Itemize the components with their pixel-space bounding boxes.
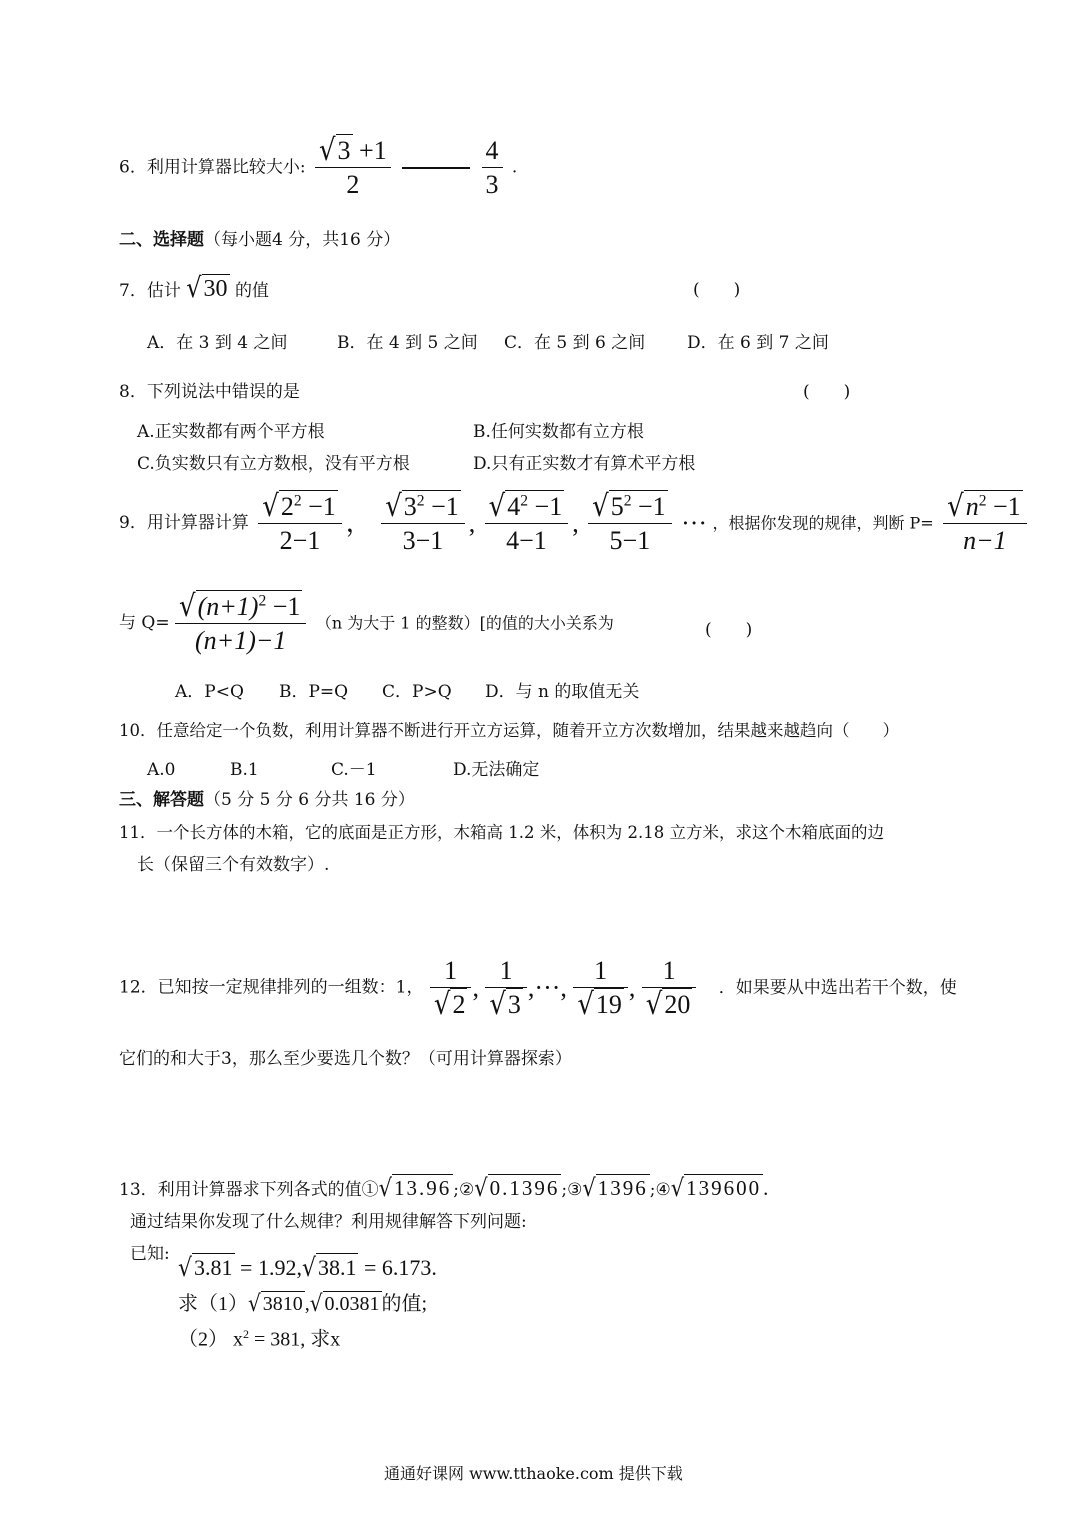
q12-fraction-1: $\frac{1}{√2}$ xyxy=(430,958,472,1018)
q10-option-d[interactable]: D.无法确定 xyxy=(453,760,540,780)
q9-fraction-1: $\frac{√2^2 -1}{2-1}$ xyxy=(258,493,342,554)
q12-f4: 20 xyxy=(664,990,691,1019)
q9-q-num: (n+1) xyxy=(197,591,259,621)
q13-k1: 3.81 xyxy=(194,1255,233,1280)
question-13: 13．利用计算器求下列各式的值①√13.96 ;②√0.1396 ;③√1396 ;④√139600. xyxy=(119,1174,769,1202)
q9-q-den: (n+1)−1 xyxy=(195,625,287,655)
q8-answer-paren[interactable]: ( ) xyxy=(803,382,851,402)
q7-rad-value: 30 xyxy=(203,276,228,302)
q7-option-d[interactable]: D．在 6 到 7 之间 xyxy=(687,333,829,353)
q9-f2-base: 3 xyxy=(403,491,417,521)
q12-fraction-2: $\frac{1}{√3}$ xyxy=(485,958,527,1018)
question-6 xyxy=(119,133,518,199)
q8-option-b[interactable]: B.任何实数都有立方根 xyxy=(473,422,644,442)
q8-stem: 8．下列说法中错误的是 xyxy=(119,382,300,402)
section-3-heading xyxy=(119,792,415,809)
q13-m3: ;③ xyxy=(561,1180,583,1200)
q6-prefix: 6．利用计算器比较大小: xyxy=(119,157,306,178)
q10-option-b[interactable]: B.1 xyxy=(230,760,259,780)
q13-ask1-end: 的值; xyxy=(381,1293,428,1315)
section-2-note: （每小题4 分，共16 分） xyxy=(204,230,401,250)
q13-ask2-rest: = 381, 求x xyxy=(249,1328,341,1351)
q12-fraction-4: $\frac{1}{√20}$ xyxy=(642,958,697,1018)
q7-radical: √30 xyxy=(186,271,228,305)
q13-k2v: = 6.173. xyxy=(358,1255,437,1280)
q13-prefix: 13．利用计算器求下列各式的值① xyxy=(119,1180,379,1200)
q13-a1: 3810 xyxy=(262,1293,303,1315)
q9-fraction-2: $\frac{√3^2 -1}{3-1}$ xyxy=(381,493,465,554)
page-footer: 通通好课网 www.tthaoke.com 提供下载 xyxy=(384,1464,683,1483)
q12-line-2: 它们的和大于3，那么至少要选几个数？（可用计算器探索） xyxy=(119,1049,572,1069)
q9-option-b[interactable]: B．P=Q xyxy=(279,682,349,702)
q13-k1v: = 1.92, xyxy=(234,1255,302,1280)
q13-known-values: √3.81 = 1.92,√38.1 = 6.173. xyxy=(178,1254,437,1283)
q9-prefix: 9．用计算器计算 xyxy=(119,512,249,533)
q8-option-c[interactable]: C.负实数只有立方数根，没有平方根 xyxy=(137,454,410,474)
q9-p-den: n−1 xyxy=(963,525,1007,555)
q9-f1-den: 2−1 xyxy=(279,525,321,555)
q13-a2: 0.0381 xyxy=(324,1293,380,1315)
q13-r2: 0.1396 xyxy=(489,1176,560,1200)
q9-answer-paren[interactable]: ( ) xyxy=(705,620,753,640)
question-9-line-2 xyxy=(119,589,614,655)
section-2-title: 二、选择题 xyxy=(119,230,204,250)
section-3-title: 三、解答题 xyxy=(119,790,204,810)
q6-den1: 2 xyxy=(346,170,360,199)
q13-r3: 1396 xyxy=(597,1176,648,1200)
q13-r1: 13.96 xyxy=(394,1176,452,1200)
q7-option-a[interactable]: A．在 3 到 4 之间 xyxy=(147,333,288,353)
q11-line-2: 长（保留三个有效数字）. xyxy=(137,855,330,875)
q13-ask2-label: （2） x xyxy=(178,1328,243,1351)
q6-suffix: . xyxy=(511,157,518,178)
q13-m4: ;④ xyxy=(649,1180,671,1200)
q9-option-c[interactable]: C．P>Q xyxy=(382,682,452,702)
q13-ask-2: （2） $x^2 = 381$, 求x xyxy=(178,1327,341,1351)
q8-option-d[interactable]: D.只有正实数才有算术平方根 xyxy=(473,454,696,474)
q8-option-a[interactable]: A.正实数都有两个平方根 xyxy=(137,422,325,442)
q13-known-label: 已知: xyxy=(130,1244,170,1264)
q6-fraction-1: $\frac{√3 +1}{2}$ xyxy=(315,138,391,198)
q9-fraction-4: $\frac{√5^2 -1}{5-1}$ xyxy=(588,493,672,554)
q9-f4-den: 5−1 xyxy=(609,525,651,555)
q9-q-fraction: $\frac{√(n+1)^2 -1}{(n+1)-1}$ xyxy=(175,593,306,654)
q10-stem: 10．任意给定一个负数，利用计算器不断进行开立方运算，随着开立方次数增加，结果越来越趋向（ ） xyxy=(119,721,899,740)
q9-option-d[interactable]: D．与 n 的取值无关 xyxy=(485,682,640,702)
q13-end: . xyxy=(763,1176,769,1200)
q13-ask-1: 求（1）√ 3810 ,√ 0.0381 的值; xyxy=(178,1289,428,1317)
q9-option-a[interactable]: A．P<Q xyxy=(175,682,244,702)
section-2-heading xyxy=(119,232,400,249)
q9-dots: ··· xyxy=(681,508,708,538)
q12-fraction-3: $\frac{1}{√19}$ xyxy=(573,958,628,1018)
q13-line-2: 通过结果你发现了什么规律？利用规律解答下列问题: xyxy=(130,1212,527,1232)
q9-p-base: n xyxy=(965,491,979,521)
q6-num2: 4 xyxy=(482,138,503,168)
q6-rad: 3 xyxy=(337,136,351,165)
q9-f3-base: 4 xyxy=(507,491,521,521)
answer-blank[interactable] xyxy=(402,167,470,169)
question-12: 12．已知按一定规律排列的一组数：1， $\frac{1}{√2}$ , $\frac{1}{√3}$ ,···, $\frac{1}{√19}$ , $\frac{1}{√20}$ ．如果要从中选出若干个数，使 xyxy=(119,956,957,1023)
q12-f3: 19 xyxy=(595,990,622,1019)
q13-m2: ;② xyxy=(453,1180,475,1200)
q9-line2-prefix: 与 Q= xyxy=(119,612,170,633)
q7-prefix: 7．估计 xyxy=(119,281,181,301)
q10-option-c[interactable]: C.－1 xyxy=(331,760,377,780)
q9-f4-base: 5 xyxy=(610,491,624,521)
q9-fraction-3: $\frac{√4^2 -1}{4-1}$ xyxy=(485,493,569,554)
q9-line2-suffix: （n 为大于 1 的整数）[的值的大小关系为 xyxy=(315,613,614,633)
q12-f2: 3 xyxy=(507,990,521,1019)
q10-option-a[interactable]: A.0 xyxy=(147,760,176,780)
section-3-note: （5 分 5 分 6 分共 16 分） xyxy=(204,790,415,810)
q6-num-rest: +1 xyxy=(352,136,387,165)
q12-f1: 2 xyxy=(452,990,466,1019)
q13-ask1-label: 求（1） xyxy=(178,1293,248,1315)
q9-f1-base: 2 xyxy=(280,491,294,521)
question-9: 9．用计算器计算 $\frac{√2^2 -1}{2-1}$ ， $\frac{√3^2 -1}{3-1}$ , $\frac{√4^2 -1}{4-1}$ , $\frac{√5^2 -1}{5-1}$ ··· ，根据你发现的规律，判断 P= $\frac{√n^2 -1}{n-1}$ xyxy=(119,493,1031,554)
q13-k2: 38.1 xyxy=(317,1255,357,1280)
q7-option-b[interactable]: B．在 4 到 5 之间 xyxy=(337,333,478,353)
question-7 xyxy=(119,271,269,305)
q7-answer-paren[interactable]: ( ) xyxy=(693,280,741,300)
q12-suffix: ．如果要从中选出若干个数，使 xyxy=(718,977,957,998)
q7-suffix: 的值 xyxy=(234,281,269,301)
q12-prefix: 12．已知按一定规律排列的一组数：1， xyxy=(119,977,424,998)
q12-ellipsis: ··· xyxy=(534,973,561,1002)
q9-p-fraction: $\frac{√n^2 -1}{n-1}$ xyxy=(943,493,1027,554)
q6-den2: 3 xyxy=(485,170,499,199)
q7-option-c[interactable]: C．在 5 到 6 之间 xyxy=(504,333,646,353)
q9-f2-den: 3−1 xyxy=(402,525,444,555)
q6-fraction-2 xyxy=(482,138,503,198)
q11-line-1: 11．一个长方体的木箱，它的底面是正方形，木箱高 1.2 米，体积为 2.18 立方米，求这个木箱底面的边 xyxy=(119,823,884,842)
q9-f3-den: 4−1 xyxy=(506,525,547,555)
q9-mid: ，根据你发现的规律，判断 P= xyxy=(712,513,934,533)
q13-r4: 139600 xyxy=(686,1176,762,1200)
